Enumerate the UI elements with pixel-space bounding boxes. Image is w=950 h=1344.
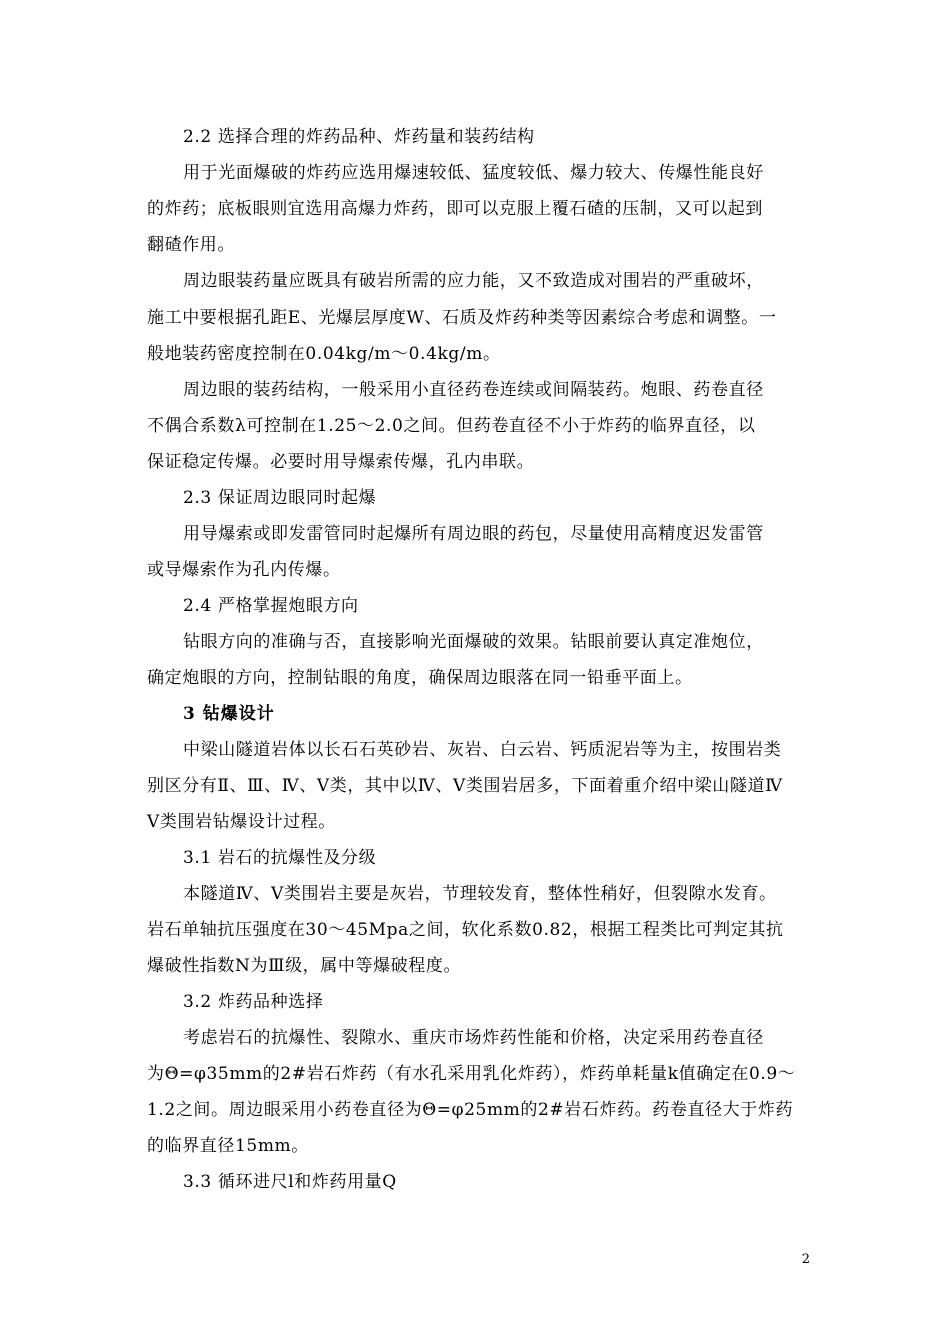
section-heading-2-2: 2.2 选择合理的炸药品种、炸药量和装药结构 xyxy=(183,127,535,147)
paragraph-line: 不偶合系数λ可控制在1.25～2.0之间。但药卷直径不小于炸药的临界直径，以 xyxy=(147,416,756,436)
section-heading-2-3: 2.3 保证周边眼同时起爆 xyxy=(183,488,377,508)
paragraph-line: 周边眼的装药结构，一般采用小直径药卷连续或间隔装药。炮眼、药卷直径 xyxy=(183,380,764,400)
paragraph-line: 中梁山隧道岩体以长石石英砂岩、灰岩、白云岩、钙质泥岩等为主，按围岩类 xyxy=(183,740,782,760)
paragraph-line: 用于光面爆破的炸药应选用爆速较低、猛度较低、爆力较大、传爆性能良好 xyxy=(183,163,764,183)
section-heading-3: 3 钻爆设计 xyxy=(183,704,275,724)
paragraph-line: 的临界直径15mm。 xyxy=(147,1136,309,1156)
paragraph-line: 用导爆索或即发雷管同时起爆所有周边眼的药包，尽量使用高精度迟发雷管 xyxy=(183,524,764,544)
section-heading-3-2: 3.2 炸药品种选择 xyxy=(183,992,324,1012)
paragraph-line: 考虑岩石的抗爆性、裂隙水、重庆市场炸药性能和价格，决定采用药卷直径 xyxy=(183,1028,764,1048)
paragraph-line: 岩石单轴抗压强度在30～45Mpa之间，软化系数0.82，根据工程类比可判定其抗 xyxy=(147,920,784,940)
paragraph-line: 的炸药；底板眼则宜选用高爆力炸药，即可以克服上覆石碴的压制，又可以起到 xyxy=(147,199,763,219)
paragraph-line: 周边眼装药量应既具有破岩所需的应力能，又不致造成对围岩的严重破坏， xyxy=(183,271,764,291)
paragraph-line: 本隧道Ⅳ、Ⅴ类围岩主要是灰岩，节理较发育，整体性稍好，但裂隙水发育。 xyxy=(183,884,777,904)
section-heading-3-1: 3.1 岩石的抗爆性及分级 xyxy=(183,848,377,868)
paragraph-line: 般地装药密度控制在0.04kg/m～0.4kg/m。 xyxy=(147,344,501,364)
paragraph-line: 钻眼方向的准确与否，直接影响光面爆破的效果。钻眼前要认真定准炮位， xyxy=(183,632,764,652)
paragraph-line: 翻碴作用。 xyxy=(147,235,235,255)
paragraph-line: 别区分有Ⅱ、Ⅲ、Ⅳ、Ⅴ类，其中以Ⅳ、Ⅴ类围岩居多，下面着重介绍中梁山隧道Ⅳ xyxy=(147,776,783,796)
section-heading-3-3: 3.3 循环进尺l和炸药用量Q xyxy=(183,1172,397,1192)
paragraph-line: 确定炮眼的方向，控制钻眼的角度，确保周边眼落在同一铅垂平面上。 xyxy=(147,668,693,688)
paragraph-line: 爆破性指数N为Ⅲ级，属中等爆破程度。 xyxy=(147,956,462,976)
paragraph-line: Ⅴ类围岩钻爆设计过程。 xyxy=(147,812,336,832)
paragraph-line: 或导爆索作为孔内传爆。 xyxy=(147,560,341,580)
paragraph-line: 为Θ=φ35mm的2#岩石炸药（有水孔采用乳化炸药），炸药单耗量k值确定在0.9～ xyxy=(147,1064,796,1084)
paragraph-line: 1.2之间。周边眼采用小药卷直径为Θ=φ25mm的2#岩石炸药。药卷直径大于炸药 xyxy=(147,1100,794,1120)
paragraph-line: 保证稳定传爆。必要时用导爆索传爆，孔内串联。 xyxy=(147,452,535,472)
section-heading-2-4: 2.4 严格掌握炮眼方向 xyxy=(183,596,359,616)
page-number: 2 xyxy=(801,1252,810,1267)
paragraph-line: 施工中要根据孔距E、光爆层厚度W、石质及炸药种类等因素综合考虑和调整。一 xyxy=(147,308,777,328)
